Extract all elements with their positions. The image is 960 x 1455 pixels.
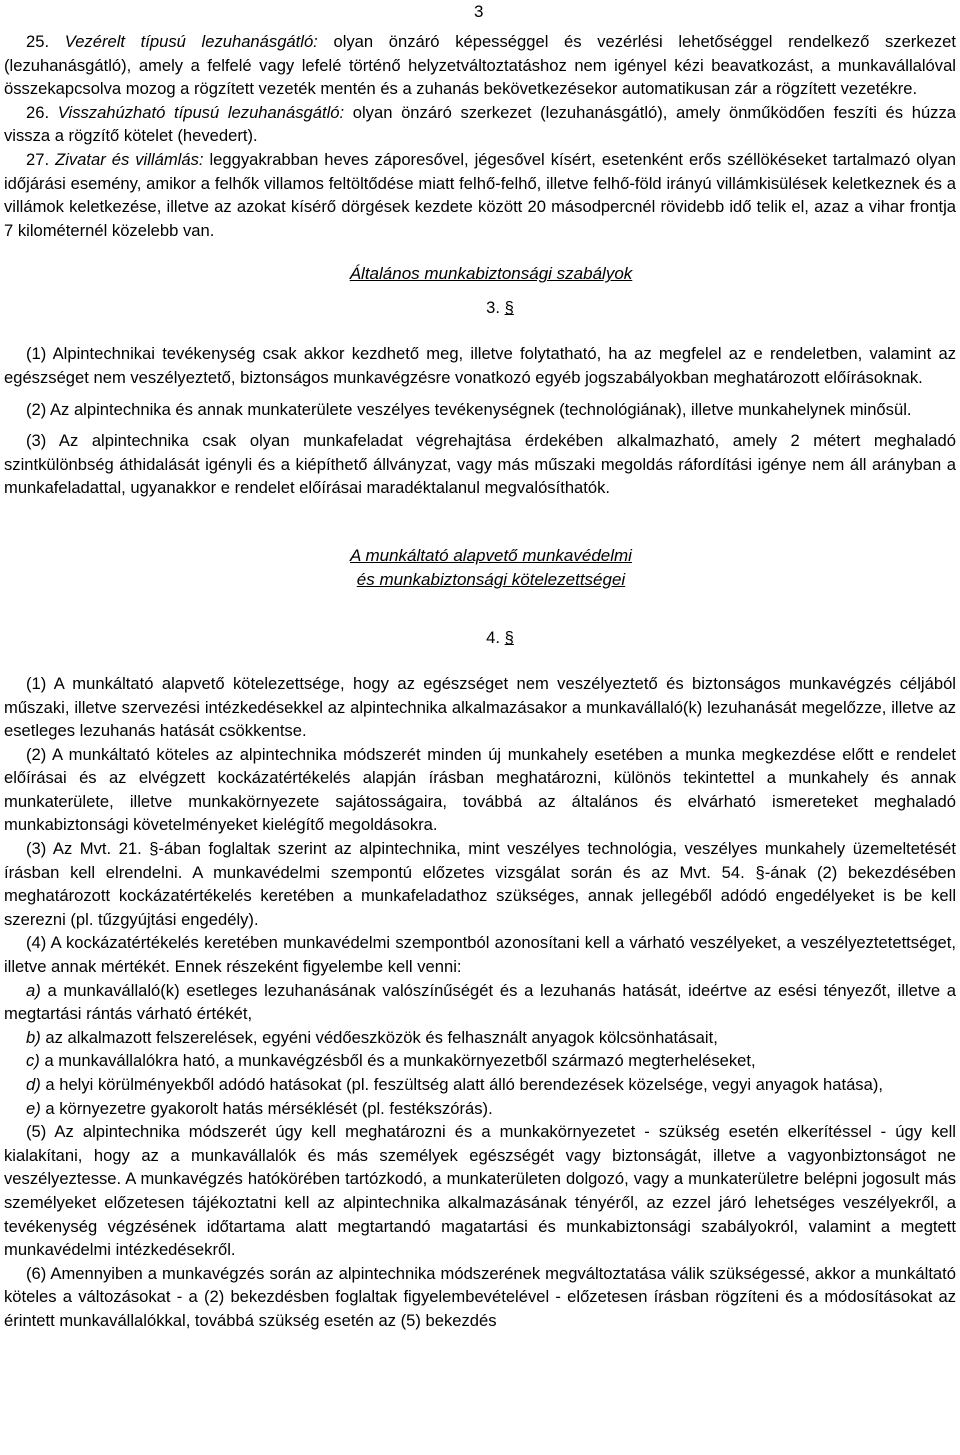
- section-4: [4, 544, 956, 1333]
- risk-factor-list: [4, 979, 956, 1121]
- section-3-paragraph: (2) Az alpintechnika és annak munkaterülete veszélyes tevékenységnek (technológiának), illetve munkahelynek minősül.: [26, 399, 912, 419]
- definitions-list: [4, 30, 956, 242]
- list-item-label: e): [26, 1098, 41, 1118]
- list-item-label: a): [26, 980, 41, 1000]
- section-3-heading: Általános munkabiztonsági szabályok: [349, 264, 633, 284]
- section-3-number: 3. §: [486, 298, 514, 318]
- definition-number: 25.: [26, 32, 50, 51]
- section-4-paragraph: (3) Az Mvt. 21. §-ában foglaltak szerint az alpintechnika, mint veszélyes technológia, veszélyes munkahely üzemeltetését írásban kell elrendelni. A munkavédelmi szempontú előzetes vizsgálat során és az Mvt. 54. §-ának (2) bekezdésében meghatározott kockázatértékelés keretében a munkafeladathoz szükséges, annak jellegéből adódó engedélyeket is be kell szerezni (pl. tűzgyújtási engedély).: [4, 839, 956, 929]
- definition-text: leggyakrabban heves záporesővel, jégesővel kísért, esetenként erős széllökéseket tartalmazó olyan időjárási esemény, amikor a felhők villamos feltöltődése miatt felhő-felhő, illetve felhő-föld irányú villámkisülések keletkeznek és a villámok keletkezése, illetve az azokat kísérő dörgések kezdete között 20 másodpercnél rövidebb idő telik el, azaz a vihar frontja 7 kilométernél közelebb van.: [4, 149, 956, 240]
- section-4-paragraph: (5) Az alpintechnika módszerét úgy kell meghatározni és a munkakörnyezetet - szükség esetén elkerítéssel - úgy kell kialakítani, hogy az a munkavállalók és más személyek egészségét vagy biztonságát, illetve a vagyonbiztonságot ne veszélyeztesse. A munkavégzés hatókörében tartózkodó, a munkaterületen dolgozó, vagy a munkaterületre belépni jogosult más személyeket előzetesen tájékoztatni kell az alpintechnika alkalmazásának tényéről, az ezzel járó lehetséges veszélyekről, a tevékenység végzésének időtartama alatt megtartandó magatartási és munkabiztonsági szabályokról, valamint a megtett munkavédelmi intézkedésekről.: [4, 1122, 956, 1260]
- section-4-heading-line1: A munkáltató alapvető munkavédelmi: [350, 545, 632, 565]
- definition-item: [4, 148, 956, 242]
- page-number: 3: [474, 2, 484, 21]
- section-4-paragraph: (6) Amennyiben a munkavégzés során az alpintechnika módszerének megváltoztatása válik szükségessé, akkor a munkáltató köteles a változásokat - a (2) bekezdésben foglaltak figyelembevételével - előzetesen írásban rögzíteni és a módosításokat az érintett munkavállalókkal, továbbá szükség esetén az (5) bekezdés: [4, 1263, 956, 1330]
- section-4-heading-line2: és munkabiztonsági kötelezettségei: [356, 569, 626, 589]
- definition-item: [4, 101, 956, 148]
- list-item-label: b): [26, 1027, 41, 1047]
- paragraph-symbol: §: [504, 298, 514, 318]
- list-item: c) a munkavállalókra ható, a munkavégzésből és a munkakörnyezetből származó megterheléseket,: [26, 1051, 756, 1071]
- list-item: d) a helyi körülményekből adódó hatásokat (pl. feszültség alatt álló berendezések közelsége, vegyi anyagok hatása),: [26, 1075, 883, 1094]
- section-4-paragraph: (4) A kockázatértékelés keretében munkavédelmi szempontból azonosítani kell a várható veszélyeket, a veszélyeztetettséget, illetve annak mértékét. Ennek részeként figyelembe kell venni:: [4, 933, 956, 977]
- list-item-label: c): [26, 1051, 40, 1071]
- paragraph-symbol: §: [504, 627, 514, 647]
- definition-number: 27.: [26, 149, 50, 169]
- definition-text: olyan önzáró képességgel és vezérlési lehetőséggel rendelkező szerkezet (lezuhanásgátló), amely a felfelé vagy lefelé történő helyzetváltoztatáshoz nem igényel kézi beavatkozást, a munkavállalóval összekapcsolva mozog a rögzített vezeték mentén és a zuhanás bekövetkezésekor automatikusan zár a rögzített vezetékre.: [4, 32, 956, 99]
- definition-text: olyan önzáró szerkezet (lezuhanásgátló), amely önműködően feszíti és húzza vissza a rögzítő kötelet (hevedert).: [4, 102, 956, 146]
- definition-item: [4, 30, 956, 101]
- definition-number: 26.: [26, 102, 50, 122]
- section-3-paragraph: (1) Alpintechnikai tevékenység csak akkor kezdhető meg, illetve folytatható, ha az megfelel az e rendeletben, valamint az egészséget nem veszélyeztető, biztonságos munkavégzésre vonatkozó egyéb jogszabályokban meghatározott előírásoknak.: [4, 344, 956, 387]
- definition-term: Vezérelt típusú lezuhanásgátló:: [64, 32, 318, 51]
- section-4-paragraph: (2) A munkáltató köteles az alpintechnika módszerét minden új munkahely esetében a munka megkezdése előtt e rendelet előírásai és az elvégzett kockázatértékelés alapján írásban meghatározni, különös tekintettel a munkahely és annak munkaterülete, illetve munkakörnyezete sajátosságaira, továbbá az általános és elvárható ismereteket meghaladó munkabiztonsági követelményeket kielégítő megoldásokra.: [4, 744, 956, 835]
- definition-term: Zivatar és villámlás:: [55, 149, 204, 169]
- section-3-paragraph: (3) Az alpintechnika csak olyan munkafeladat végrehajtása érdekében alkalmazható, amely 2 métert meghaladó szintkülönbség áthidalását igényli és a kiépíthető állványzat, vagy más műszaki megoldás ráfordítási igénye nem áll arányban a munkafeladattal, ugyanakkor e rendelet előírásai maradéktalanul megvalósíthatók.: [4, 431, 956, 498]
- section-4-number: 4. §: [486, 627, 514, 647]
- definition-term: Visszahúzható típusú lezuhanásgátló:: [57, 102, 345, 122]
- section-3: [4, 262, 956, 500]
- list-item: e) a környezetre gyakorolt hatás mérséklését (pl. festékszórás).: [26, 1098, 493, 1118]
- list-item: a) a munkavállaló(k) esetleges lezuhanásának valószínűségét és a lezuhanás hatását, ideértve az esési tényezőt, illetve a megtartási rántás várható értékét,: [4, 980, 956, 1024]
- section-4-paragraph: (1) A munkáltató alapvető kötelezettsége, hogy az egészséget nem veszélyeztető és biztonságos munkavégzés céljából műszaki, illetve szervezési intézkedésekkel az alpintechnika alkalmazásakor a munkavállaló(k) lezuhanását megelőzze, illetve az esetleges lezuhanás hatását csökkentse.: [4, 673, 956, 741]
- list-item: b) az alkalmazott felszerelések, egyéni védőeszközök és felhasznált anyagok kölcsönhatásait,: [26, 1027, 718, 1047]
- list-item-label: d): [26, 1075, 41, 1094]
- page-content: [4, 30, 956, 1333]
